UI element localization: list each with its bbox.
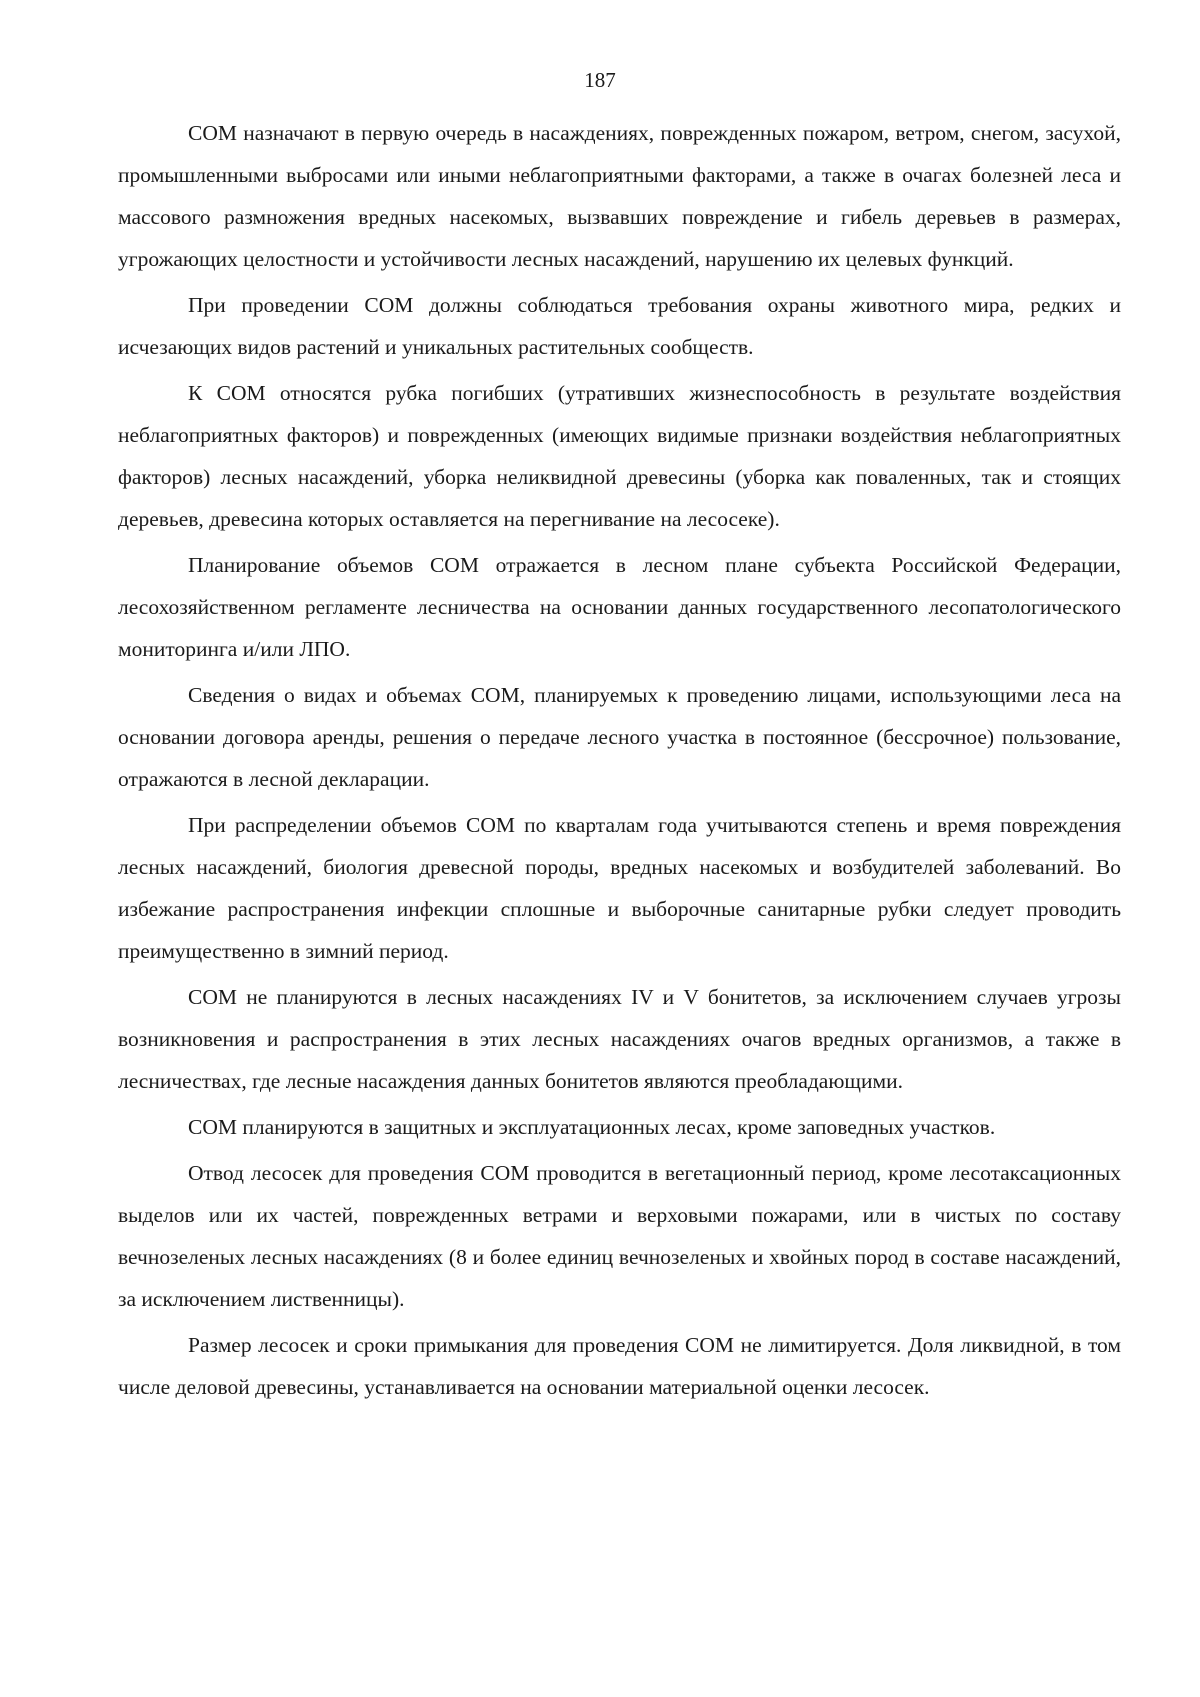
paragraph-1: СОМ назначают в первую очередь в насаждениях, поврежденных пожаром, ветром, снегом, засухой, промышленными выбросами или иными неблагоприятными факторами, а также в очагах болезней леса и массового размножения вредных насекомых, вызвавших повреждение и гибель деревьев в размерах, угрожающих целостности и устойчивости лесных насаждений, нарушению их целевых функций. [118,121,1121,271]
paragraph-10: Размер лесосек и сроки примыкания для проведения СОМ не лимитируется. Доля ликвидной, в том числе деловой древесины, устанавливается на основании материальной оценки лесосек. [118,1333,1121,1399]
paragraph-9: Отвод лесосек для проведения СОМ проводится в вегетационный период, кроме лесотаксационных выделов или их частей, поврежденных ветрами и верховыми пожарами, или в чистых по составу вечнозеленых лесных насаждениях (8 и более единиц вечнозеленых и хвойных пород в составе насаждений, за исключением лиственницы). [118,1161,1121,1311]
paragraph-2: При проведении СОМ должны соблюдаться требования охраны животного мира, редких и исчезающих видов растений и уникальных растительных сообществ. [118,293,1121,359]
paragraph-7: СОМ не планируются в лесных насаждениях IV и V бонитетов, за исключением случаев угрозы возникновения и распространения в этих лесных насаждениях очагов вредных организмов, а также в лесничествах, где лесные насаждения данных бонитетов являются преобладающими. [118,985,1121,1093]
paragraph-5: Сведения о видах и объемах СОМ, планируемых к проведению лицами, использующими леса на основании договора аренды, решения о передаче лесного участка в постоянное (бессрочное) пользование, отражаются в лесной декларации. [118,683,1121,791]
paragraph-6: При распределении объемов СОМ по кварталам года учитываются степень и время повреждения лесных насаждений, биология древесной породы, вредных насекомых и возбудителей заболеваний. Во избежание распространения инфекции сплошные и выборочные санитарные рубки следует проводить преимущественно в зимний период. [118,813,1121,963]
paragraph-3: К СОМ относятся рубка погибших (утративших жизнеспособность в результате воздействия неблагоприятных факторов) и поврежденных (имеющих видимые признаки воздействия неблагоприятных факторов) лесных насаждений, уборка неликвидной древесины (уборка как поваленных, так и стоящих деревьев, древесина которых оставляется на перегнивание на лесосеке). [118,381,1121,531]
paragraph-4: Планирование объемов СОМ отражается в лесном плане субъекта Российской Федерации, лесохозяйственном регламенте лесничества на основании данных государственного лесопатологического мониторинга и/или ЛПО. [118,553,1121,661]
page-number: 187 [584,68,616,92]
document-body [118,112,1121,1412]
paragraph-8: СОМ планируются в защитных и эксплуатационных лесах, кроме заповедных участков. [188,1115,996,1139]
